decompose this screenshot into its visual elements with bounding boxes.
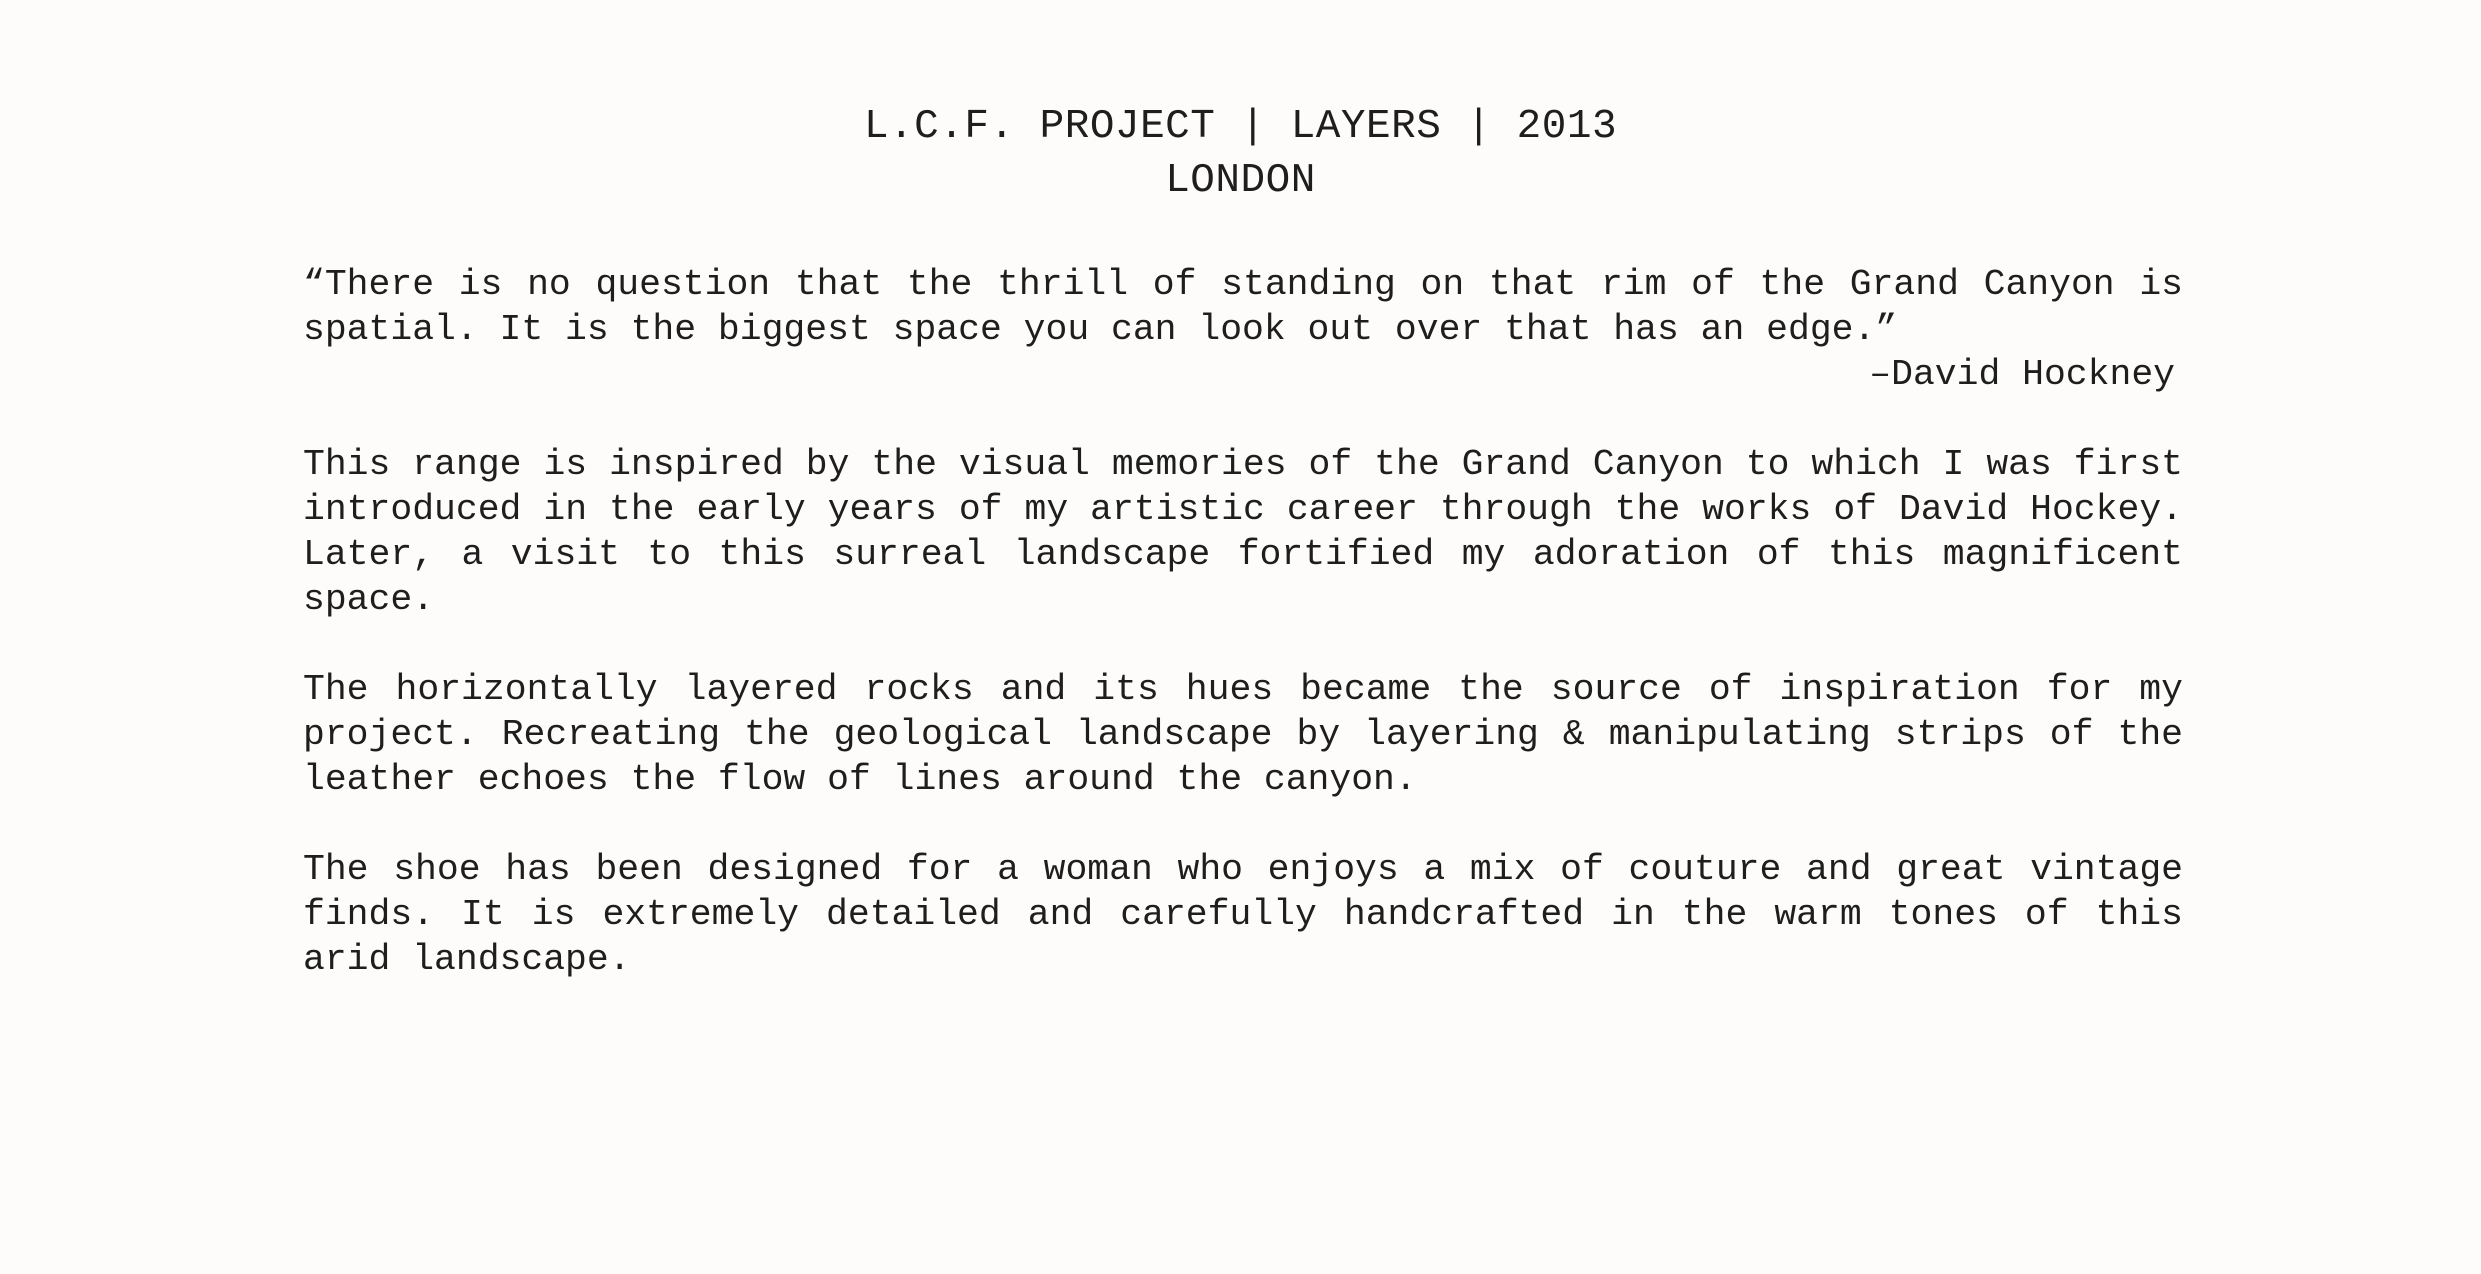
quote-line: spatial. It is the biggest space you can look out over that has an edge.” <box>303 309 1898 350</box>
paragraph-line: Later, a visit to this surreal landscape fortified my adoration of this magnificent <box>303 534 2183 575</box>
quote-attribution: –David Hockney <box>1869 354 2175 395</box>
document-header <box>0 100 2481 208</box>
quote-line: “There is no question that the thrill of standing on that rim of the Grand Canyon is <box>303 264 2183 305</box>
paragraph-line: finds. It is extremely detailed and carefully handcrafted in the warm tones of this <box>303 894 2183 935</box>
paragraph <box>303 667 2183 802</box>
page-title: L.C.F. PROJECT | LAYERS | 2013 <box>863 104 1618 150</box>
paragraph-line: This range is inspired by the visual memories of the Grand Canyon to which I was first <box>303 444 2183 485</box>
paragraph <box>303 847 2183 982</box>
paragraph-line: The shoe has been designed for a woman who enjoys a mix of couture and great vintage <box>303 849 2183 890</box>
paragraph-line: leather echoes the flow of lines around the canyon. <box>303 759 1417 800</box>
document-body <box>303 262 2183 1027</box>
quote-block <box>303 262 2183 397</box>
page-subtitle: LONDON <box>1165 158 1316 204</box>
paragraph-line: project. Recreating the geological landscape by layering & manipulating strips of the <box>303 714 2183 755</box>
paragraph-line: space. <box>303 579 435 620</box>
paragraph-line: introduced in the early years of my artistic career through the works of David Hockey. <box>303 489 2183 530</box>
paragraph-line: The horizontally layered rocks and its hues became the source of inspiration for my <box>303 669 2183 710</box>
paragraph <box>303 442 2183 622</box>
paragraph-line: arid landscape. <box>303 939 631 980</box>
